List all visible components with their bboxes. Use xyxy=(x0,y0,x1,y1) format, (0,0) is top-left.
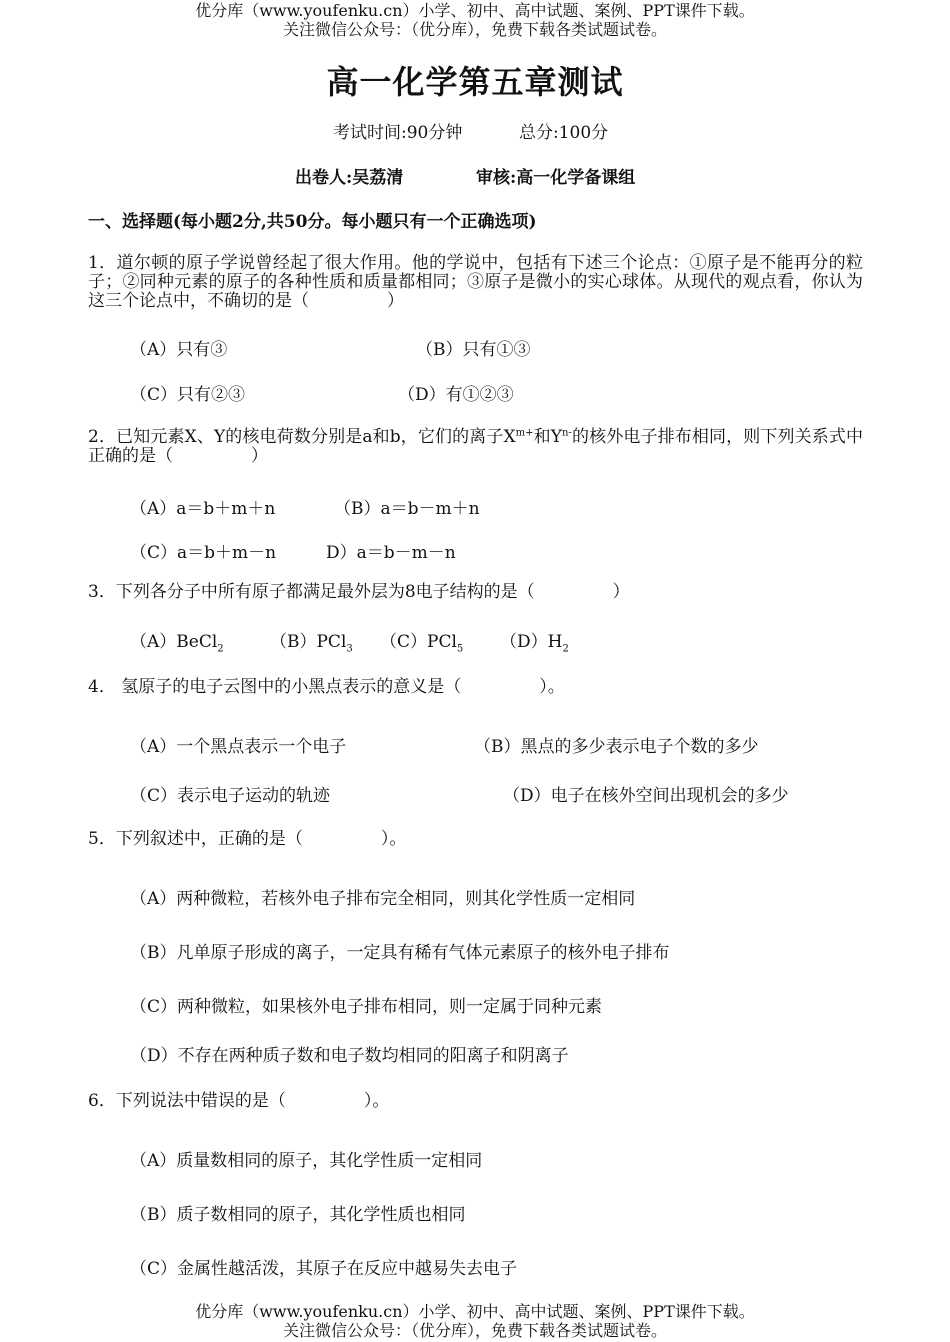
question-1-option-d: （D）有①②③ xyxy=(398,385,514,405)
question-4-stem: 4． 氢原子的电子云图中的小黑点表示的意义是（ xyxy=(88,677,462,697)
footer-line-2: 关注微信公众号：（优分库），免费下载各类试题试卷。 xyxy=(282,1321,667,1340)
header-line-1: 优分库（www.youfenku.cn）小学、初中、高中试题、案例、PPT课件下载。 xyxy=(195,1,755,20)
question-6-option-a: （A）质量数相同的原子，其化学性质一定相同 xyxy=(130,1151,483,1171)
question-4-option-b: （B）黑点的多少表示电子个数的多少 xyxy=(474,737,759,757)
question-2-option-d: D）a＝b－m－n xyxy=(326,543,456,563)
header-line-2: 关注微信公众号：（优分库），免费下载各类试题试卷。 xyxy=(282,20,667,39)
question-2-charge-x: m+ xyxy=(515,427,534,439)
question-5-option-c: （C）两种微粒，如果核外电子排布相同，则一定属于同种元素 xyxy=(130,997,603,1017)
question-4-close: ）。 xyxy=(539,677,565,697)
question-6-option-b: （B）质子数相同的原子，其化学性质也相同 xyxy=(130,1205,466,1225)
question-1-option-c: （C）只有②③ xyxy=(130,385,246,405)
question-3-close: ） xyxy=(612,582,630,602)
question-4-option-a: （A）一个黑点表示一个电子 xyxy=(130,737,347,757)
question-5-option-a: （A）两种微粒，若核外电子排布完全相同，则其化学性质一定相同 xyxy=(130,889,636,909)
question-1-close: ） xyxy=(387,291,404,311)
footer-line-1: 优分库（www.youfenku.cn）小学、初中、高中试题、案例、PPT课件下载。 xyxy=(195,1302,755,1321)
question-1-option-b: （B）只有①③ xyxy=(416,340,531,360)
question-5-option-d: （D）不存在两种质子数和电子数均相同的阳离子和阴离子 xyxy=(130,1046,569,1066)
question-6 xyxy=(88,1092,863,1111)
question-3 xyxy=(88,583,863,602)
question-2-option-c: （C）a＝b＋m－n xyxy=(130,543,277,563)
question-6-close: ）。 xyxy=(363,1091,390,1111)
question-1-option-a: （A）只有③ xyxy=(130,340,228,360)
question-3-option-c: （C）PCl$_5$ xyxy=(380,632,464,655)
question-2-charge-y: n- xyxy=(561,427,572,439)
question-2-stem-part1: 2．已知元素X、Y的核电荷数分别是a和b，它们的离子X xyxy=(88,427,516,447)
question-4-option-d: （D）电子在核外空间出现机会的多少 xyxy=(503,786,789,806)
question-3-option-d: $(D)H_2$ xyxy=(500,632,569,655)
question-5-close: ）。 xyxy=(380,829,407,849)
exam-reviewer: 审核:高一化学备课组 xyxy=(476,168,636,188)
question-3-stem: 3．下列各分子中所有原子都满足最外层为8电子结构的是（ xyxy=(88,582,535,602)
question-5-stem: 5．下列叙述中，正确的是（ xyxy=(88,829,303,849)
question-2-option-b: （B）a＝b－m＋n xyxy=(334,499,480,519)
exam-setter: 出卷人:吴荔清 xyxy=(295,168,404,188)
exam-total-score: 总分:100分 xyxy=(519,123,609,143)
section-heading-multiple-choice: 一、选择题(每小题2分,共50分。每小题只有一个正确选项) xyxy=(88,212,537,232)
question-3-option-a: （A）BeCl$_2$ xyxy=(130,632,224,655)
question-2-stem-part3: 的核外电子排布相同，则下列关系式中正确的是（ xyxy=(88,427,864,466)
page-title: 高一化学第五章测试 xyxy=(326,63,624,101)
question-2-close: ） xyxy=(251,446,268,466)
question-4 xyxy=(88,678,863,697)
question-5 xyxy=(88,830,863,849)
question-2-option-a: （A）a＝b＋m＋n xyxy=(130,499,276,519)
exam-time: 考试时间:90分钟 xyxy=(333,123,463,143)
question-2 xyxy=(88,428,863,466)
question-3-option-b: （B）PCl$_3$ xyxy=(270,632,353,655)
question-6-option-c: （C）金属性越活泼，其原子在反应中越易失去电子 xyxy=(130,1259,518,1279)
question-6-stem: 6．下列说法中错误的是（ xyxy=(88,1091,286,1111)
question-2-stem-part2: 和Y xyxy=(533,427,562,447)
question-1 xyxy=(88,254,863,311)
question-1-stem: 1．道尔顿的原子学说曾经起了很大作用。他的学说中，包括有下述三个论点：①原子是不能再分的粒子；②同种元素的原子的各种性质和质量都相同；③原子是微小的实心球体。从现代的观点看，你认为这三个论点中，不确切的是（ xyxy=(88,253,863,311)
question-5-option-b: （B）凡单原子形成的离子，一定具有稀有气体元素原子的核外电子排布 xyxy=(130,943,670,963)
question-4-option-c: （C）表示电子运动的轨迹 xyxy=(130,786,331,806)
